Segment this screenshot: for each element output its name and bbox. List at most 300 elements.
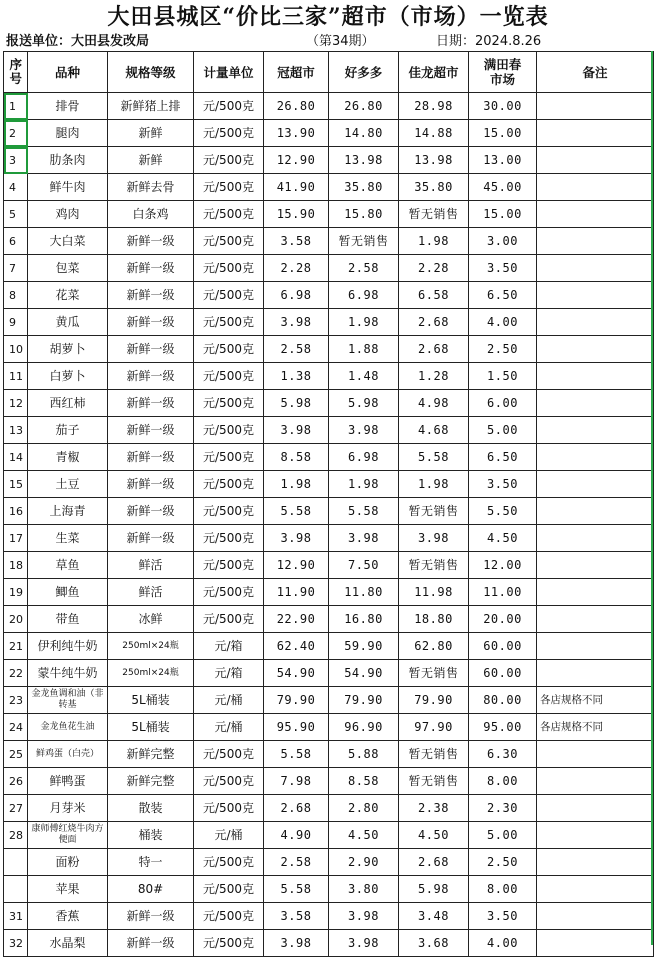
cell-note[interactable]: [537, 444, 654, 471]
cell-spec[interactable]: 新鲜一级: [108, 363, 194, 390]
cell-note[interactable]: [537, 741, 654, 768]
cell-item[interactable]: 金龙鱼调和油（非转基: [28, 687, 108, 714]
cell-seq[interactable]: 10: [4, 336, 28, 363]
cell-seq[interactable]: 19: [4, 579, 28, 606]
cell-note[interactable]: 各店规格不同: [537, 687, 654, 714]
cell-spec[interactable]: 新鲜一级: [108, 228, 194, 255]
cell-note[interactable]: [537, 876, 654, 903]
cell-price-store-1[interactable]: 5.98: [264, 390, 329, 417]
cell-price-store-1[interactable]: 22.90: [264, 606, 329, 633]
cell-price-store-1[interactable]: 12.90: [264, 147, 329, 174]
cell-price-store-2[interactable]: 1.98: [329, 471, 399, 498]
cell-spec[interactable]: 特一: [108, 849, 194, 876]
cell-price-store-3[interactable]: 2.38: [399, 795, 469, 822]
cell-price-store-4[interactable]: 4.00: [469, 309, 537, 336]
cell-price-store-2[interactable]: 79.90: [329, 687, 399, 714]
cell-price-store-2[interactable]: 13.98: [329, 147, 399, 174]
cell-price-store-1[interactable]: 6.98: [264, 282, 329, 309]
cell-spec[interactable]: 新鲜一级: [108, 525, 194, 552]
cell-note[interactable]: [537, 633, 654, 660]
cell-seq[interactable]: 22: [4, 660, 28, 687]
cell-price-store-1[interactable]: 62.40: [264, 633, 329, 660]
cell-seq[interactable]: 26: [4, 768, 28, 795]
cell-item[interactable]: 包菜: [28, 255, 108, 282]
cell-price-store-3[interactable]: 暂无销售: [399, 498, 469, 525]
cell-unit[interactable]: 元/500克: [194, 768, 264, 795]
cell-price-store-4[interactable]: 30.00: [469, 93, 537, 120]
cell-note[interactable]: [537, 417, 654, 444]
cell-seq[interactable]: 9: [4, 309, 28, 336]
table-row: [4, 282, 654, 309]
cell-price-store-3[interactable]: 3.98: [399, 525, 469, 552]
cell-item[interactable]: 上海青: [28, 498, 108, 525]
cell-price-store-2[interactable]: 1.48: [329, 363, 399, 390]
header-store-4[interactable]: 满田春市场: [469, 52, 537, 93]
cell-price-store-2[interactable]: 3.80: [329, 876, 399, 903]
cell-price-store-1[interactable]: 95.90: [264, 714, 329, 741]
cell-item[interactable]: 伊利纯牛奶: [28, 633, 108, 660]
cell-seq[interactable]: 8: [4, 282, 28, 309]
cell-seq[interactable]: 17: [4, 525, 28, 552]
cell-note[interactable]: [537, 120, 654, 147]
cell-price-store-2[interactable]: 15.80: [329, 201, 399, 228]
cell-item[interactable]: 西红柿: [28, 390, 108, 417]
cell-price-store-1[interactable]: 12.90: [264, 552, 329, 579]
cell-price-store-4[interactable]: 2.30: [469, 795, 537, 822]
cell-unit[interactable]: 元/500克: [194, 147, 264, 174]
header-note[interactable]: 备注: [537, 52, 654, 93]
cell-price-store-2[interactable]: 35.80: [329, 174, 399, 201]
cell-price-store-2[interactable]: 5.88: [329, 741, 399, 768]
cell-seq[interactable]: 18: [4, 552, 28, 579]
cell-seq[interactable]: 25: [4, 741, 28, 768]
cell-spec[interactable]: 新鲜猪上排: [108, 93, 194, 120]
cell-price-store-3[interactable]: 4.50: [399, 822, 469, 849]
cell-item[interactable]: 鲜牛肉: [28, 174, 108, 201]
cell-item[interactable]: 金龙鱼花生油: [28, 714, 108, 741]
cell-price-store-4[interactable]: 2.50: [469, 336, 537, 363]
cell-seq[interactable]: 31: [4, 903, 28, 930]
cell-price-store-3[interactable]: 暂无销售: [399, 552, 469, 579]
cell-price-store-2[interactable]: 14.80: [329, 120, 399, 147]
cell-item[interactable]: 带鱼: [28, 606, 108, 633]
cell-item[interactable]: 蒙牛纯牛奶: [28, 660, 108, 687]
cell-price-store-3[interactable]: 2.68: [399, 309, 469, 336]
cell-unit[interactable]: 元/500克: [194, 930, 264, 957]
cell-price-store-1[interactable]: 2.68: [264, 795, 329, 822]
cell-price-store-1[interactable]: 2.58: [264, 336, 329, 363]
cell-unit[interactable]: 元/桶: [194, 822, 264, 849]
cell-price-store-4[interactable]: 45.00: [469, 174, 537, 201]
cell-price-store-1[interactable]: 2.28: [264, 255, 329, 282]
cell-spec[interactable]: 5L桶装: [108, 687, 194, 714]
cell-price-store-2[interactable]: 3.98: [329, 903, 399, 930]
cell-item[interactable]: 白萝卜: [28, 363, 108, 390]
cell-item[interactable]: 腿肉: [28, 120, 108, 147]
cell-price-store-3[interactable]: 1.28: [399, 363, 469, 390]
cell-note[interactable]: [537, 822, 654, 849]
cell-seq[interactable]: 11: [4, 363, 28, 390]
cell-spec[interactable]: 新鲜: [108, 120, 194, 147]
cell-unit[interactable]: 元/桶: [194, 687, 264, 714]
cell-spec[interactable]: 新鲜完整: [108, 741, 194, 768]
cell-price-store-3[interactable]: 5.58: [399, 444, 469, 471]
cell-unit[interactable]: 元/箱: [194, 633, 264, 660]
cell-unit[interactable]: 元/500克: [194, 201, 264, 228]
cell-unit[interactable]: 元/500克: [194, 471, 264, 498]
cell-price-store-4[interactable]: 4.00: [469, 930, 537, 957]
cell-price-store-3[interactable]: 暂无销售: [399, 660, 469, 687]
cell-price-store-3[interactable]: 79.90: [399, 687, 469, 714]
cell-unit[interactable]: 元/500克: [194, 606, 264, 633]
cell-spec[interactable]: 新鲜一级: [108, 930, 194, 957]
cell-note[interactable]: [537, 255, 654, 282]
header-unit[interactable]: 计量单位: [194, 52, 264, 93]
cell-item[interactable]: 鸡肉: [28, 201, 108, 228]
cell-item[interactable]: 花菜: [28, 282, 108, 309]
cell-note[interactable]: 各店规格不同: [537, 714, 654, 741]
cell-price-store-3[interactable]: 35.80: [399, 174, 469, 201]
cell-unit[interactable]: 元/500克: [194, 255, 264, 282]
cell-spec[interactable]: 新鲜一级: [108, 336, 194, 363]
cell-seq[interactable]: 3: [4, 147, 28, 174]
cell-unit[interactable]: 元/500克: [194, 741, 264, 768]
cell-item[interactable]: 土豆: [28, 471, 108, 498]
cell-price-store-4[interactable]: 8.00: [469, 768, 537, 795]
cell-price-store-4[interactable]: 15.00: [469, 120, 537, 147]
cell-seq[interactable]: 14: [4, 444, 28, 471]
cell-price-store-2[interactable]: 54.90: [329, 660, 399, 687]
cell-spec[interactable]: 250ml×24瓶: [108, 660, 194, 687]
header-store-3[interactable]: 佳龙超市: [399, 52, 469, 93]
cell-seq[interactable]: 13: [4, 417, 28, 444]
cell-item[interactable]: 鲜鸡蛋（白壳）: [28, 741, 108, 768]
cell-price-store-3[interactable]: 3.48: [399, 903, 469, 930]
cell-price-store-1[interactable]: 11.90: [264, 579, 329, 606]
cell-spec[interactable]: 白条鸡: [108, 201, 194, 228]
cell-price-store-1[interactable]: 1.38: [264, 363, 329, 390]
cell-spec[interactable]: 250ml×24瓶: [108, 633, 194, 660]
cell-price-store-1[interactable]: 5.58: [264, 741, 329, 768]
cell-unit[interactable]: 元/500克: [194, 444, 264, 471]
cell-note[interactable]: [537, 606, 654, 633]
cell-spec[interactable]: 5L桶装: [108, 714, 194, 741]
cell-spec[interactable]: 桶装: [108, 822, 194, 849]
cell-note[interactable]: [537, 525, 654, 552]
cell-note[interactable]: [537, 903, 654, 930]
cell-price-store-4[interactable]: 95.00: [469, 714, 537, 741]
cell-spec[interactable]: 新鲜一级: [108, 390, 194, 417]
cell-spec[interactable]: 鲜活: [108, 579, 194, 606]
cell-price-store-3[interactable]: 13.98: [399, 147, 469, 174]
cell-spec[interactable]: 新鲜一级: [108, 903, 194, 930]
cell-price-store-2[interactable]: 2.90: [329, 849, 399, 876]
cell-price-store-2[interactable]: 16.80: [329, 606, 399, 633]
cell-price-store-1[interactable]: 79.90: [264, 687, 329, 714]
cell-price-store-2[interactable]: 1.88: [329, 336, 399, 363]
cell-price-store-2[interactable]: 59.90: [329, 633, 399, 660]
cell-price-store-1[interactable]: 15.90: [264, 201, 329, 228]
cell-price-store-4[interactable]: 80.00: [469, 687, 537, 714]
cell-spec[interactable]: 新鲜一级: [108, 444, 194, 471]
cell-unit[interactable]: 元/箱: [194, 660, 264, 687]
cell-spec[interactable]: 新鲜一级: [108, 309, 194, 336]
cell-price-store-2[interactable]: 3.98: [329, 930, 399, 957]
cell-unit[interactable]: 元/500克: [194, 525, 264, 552]
cell-price-store-3[interactable]: 2.68: [399, 336, 469, 363]
cell-note[interactable]: [537, 309, 654, 336]
cell-price-store-4[interactable]: 5.50: [469, 498, 537, 525]
header-seq[interactable]: 序号: [4, 52, 28, 93]
cell-price-store-1[interactable]: 1.98: [264, 471, 329, 498]
cell-item[interactable]: 面粉: [28, 849, 108, 876]
cell-item[interactable]: 鲫鱼: [28, 579, 108, 606]
cell-unit[interactable]: 元/500克: [194, 174, 264, 201]
cell-note[interactable]: [537, 471, 654, 498]
cell-seq[interactable]: 5: [4, 201, 28, 228]
cell-seq[interactable]: 7: [4, 255, 28, 282]
cell-item[interactable]: 茄子: [28, 417, 108, 444]
cell-price-store-4[interactable]: 15.00: [469, 201, 537, 228]
cell-price-store-4[interactable]: 6.30: [469, 741, 537, 768]
cell-price-store-2[interactable]: 5.58: [329, 498, 399, 525]
cell-spec[interactable]: 新鲜: [108, 147, 194, 174]
cell-unit[interactable]: 元/500克: [194, 336, 264, 363]
cell-item[interactable]: 大白菜: [28, 228, 108, 255]
cell-price-store-3[interactable]: 3.68: [399, 930, 469, 957]
cell-unit[interactable]: 元/500克: [194, 228, 264, 255]
cell-item[interactable]: 排骨: [28, 93, 108, 120]
cell-price-store-4[interactable]: 20.00: [469, 606, 537, 633]
cell-item[interactable]: 苹果: [28, 876, 108, 903]
cell-price-store-4[interactable]: 8.00: [469, 876, 537, 903]
cell-spec[interactable]: 80#: [108, 876, 194, 903]
cell-spec[interactable]: 散装: [108, 795, 194, 822]
cell-price-store-4[interactable]: 60.00: [469, 660, 537, 687]
cell-note[interactable]: [537, 201, 654, 228]
cell-price-store-1[interactable]: 3.98: [264, 417, 329, 444]
cell-unit[interactable]: 元/500克: [194, 579, 264, 606]
cell-price-store-1[interactable]: 26.80: [264, 93, 329, 120]
cell-spec[interactable]: 新鲜一级: [108, 417, 194, 444]
cell-price-store-2[interactable]: 3.98: [329, 525, 399, 552]
cell-price-store-4[interactable]: 4.50: [469, 525, 537, 552]
cell-seq[interactable]: 4: [4, 174, 28, 201]
cell-price-store-1[interactable]: 7.98: [264, 768, 329, 795]
cell-unit[interactable]: 元/500克: [194, 849, 264, 876]
cell-price-store-1[interactable]: 8.58: [264, 444, 329, 471]
cell-unit[interactable]: 元/500克: [194, 498, 264, 525]
cell-price-store-1[interactable]: 5.58: [264, 498, 329, 525]
cell-price-store-4[interactable]: 60.00: [469, 633, 537, 660]
cell-price-store-3[interactable]: 62.80: [399, 633, 469, 660]
cell-item[interactable]: 水晶梨: [28, 930, 108, 957]
cell-item[interactable]: 康师傅红烧牛肉方便面: [28, 822, 108, 849]
cell-unit[interactable]: 元/500克: [194, 282, 264, 309]
header-item[interactable]: 品种: [28, 52, 108, 93]
cell-note[interactable]: [537, 552, 654, 579]
cell-unit[interactable]: 元/500克: [194, 309, 264, 336]
cell-item[interactable]: 肋条肉: [28, 147, 108, 174]
cell-price-store-2[interactable]: 8.58: [329, 768, 399, 795]
cell-seq[interactable]: 16: [4, 498, 28, 525]
cell-price-store-2[interactable]: 2.80: [329, 795, 399, 822]
cell-price-store-3[interactable]: 暂无销售: [399, 201, 469, 228]
cell-price-store-4[interactable]: 5.00: [469, 822, 537, 849]
cell-seq[interactable]: 23: [4, 687, 28, 714]
cell-price-store-4[interactable]: 3.50: [469, 903, 537, 930]
report-date: 日期：2024.8.26: [436, 34, 542, 49]
cell-note[interactable]: [537, 498, 654, 525]
cell-seq[interactable]: 24: [4, 714, 28, 741]
cell-price-store-3[interactable]: 4.98: [399, 390, 469, 417]
cell-spec[interactable]: 新鲜一级: [108, 282, 194, 309]
header-spec[interactable]: 规格等级: [108, 52, 194, 93]
cell-seq[interactable]: 27: [4, 795, 28, 822]
cell-price-store-1[interactable]: 3.98: [264, 525, 329, 552]
cell-price-store-3[interactable]: 暂无销售: [399, 741, 469, 768]
cell-unit[interactable]: 元/500克: [194, 795, 264, 822]
cell-note[interactable]: [537, 228, 654, 255]
cell-price-store-3[interactable]: 4.68: [399, 417, 469, 444]
cell-price-store-3[interactable]: 2.28: [399, 255, 469, 282]
cell-price-store-4[interactable]: 3.00: [469, 228, 537, 255]
cell-price-store-3[interactable]: 6.58: [399, 282, 469, 309]
cell-spec[interactable]: 新鲜完整: [108, 768, 194, 795]
cell-price-store-2[interactable]: 6.98: [329, 444, 399, 471]
cell-price-store-4[interactable]: 13.00: [469, 147, 537, 174]
cell-price-store-3[interactable]: 97.90: [399, 714, 469, 741]
cell-price-store-4[interactable]: 6.00: [469, 390, 537, 417]
cell-item[interactable]: 草鱼: [28, 552, 108, 579]
cell-note[interactable]: [537, 390, 654, 417]
cell-unit[interactable]: 元/500克: [194, 417, 264, 444]
cell-price-store-4[interactable]: 6.50: [469, 444, 537, 471]
cell-price-store-1[interactable]: 5.58: [264, 876, 329, 903]
cell-note[interactable]: [537, 93, 654, 120]
cell-price-store-2[interactable]: 26.80: [329, 93, 399, 120]
cell-price-store-1[interactable]: 3.58: [264, 903, 329, 930]
cell-item[interactable]: 香蕉: [28, 903, 108, 930]
cell-price-store-2[interactable]: 5.98: [329, 390, 399, 417]
cell-price-store-3[interactable]: 14.88: [399, 120, 469, 147]
cell-price-store-2[interactable]: 11.80: [329, 579, 399, 606]
cell-item[interactable]: 黄瓜: [28, 309, 108, 336]
cell-unit[interactable]: 元/500克: [194, 876, 264, 903]
cell-item[interactable]: 胡萝卜: [28, 336, 108, 363]
cell-price-store-2[interactable]: 6.98: [329, 282, 399, 309]
cell-unit[interactable]: 元/500克: [194, 903, 264, 930]
cell-price-store-4[interactable]: 2.50: [469, 849, 537, 876]
cell-note[interactable]: [537, 768, 654, 795]
cell-seq[interactable]: 2: [4, 120, 28, 147]
cell-unit[interactable]: 元/桶: [194, 714, 264, 741]
cell-note[interactable]: [537, 930, 654, 957]
cell-seq[interactable]: 12: [4, 390, 28, 417]
cell-price-store-2[interactable]: 3.98: [329, 417, 399, 444]
cell-item[interactable]: 鲜鸭蛋: [28, 768, 108, 795]
cell-price-store-3[interactable]: 1.98: [399, 228, 469, 255]
cell-price-store-1[interactable]: 4.90: [264, 822, 329, 849]
cell-note[interactable]: [537, 282, 654, 309]
cell-seq[interactable]: 20: [4, 606, 28, 633]
cell-seq[interactable]: [4, 876, 28, 903]
cell-seq[interactable]: 28: [4, 822, 28, 849]
cell-seq[interactable]: 21: [4, 633, 28, 660]
cell-price-store-1[interactable]: 3.58: [264, 228, 329, 255]
cell-price-store-2[interactable]: 2.58: [329, 255, 399, 282]
cell-note[interactable]: [537, 336, 654, 363]
cell-unit[interactable]: 元/500克: [194, 552, 264, 579]
cell-price-store-3[interactable]: 28.98: [399, 93, 469, 120]
cell-spec[interactable]: 冰鲜: [108, 606, 194, 633]
cell-seq[interactable]: [4, 849, 28, 876]
header-store-2[interactable]: 好多多: [329, 52, 399, 93]
cell-note[interactable]: [537, 795, 654, 822]
cell-unit[interactable]: 元/500克: [194, 363, 264, 390]
cell-note[interactable]: [537, 147, 654, 174]
cell-price-store-1[interactable]: 13.90: [264, 120, 329, 147]
cell-note[interactable]: [537, 660, 654, 687]
cell-price-store-4[interactable]: 5.00: [469, 417, 537, 444]
cell-price-store-2[interactable]: 7.50: [329, 552, 399, 579]
cell-price-store-3[interactable]: 11.98: [399, 579, 469, 606]
cell-unit[interactable]: 元/500克: [194, 390, 264, 417]
cell-price-store-4[interactable]: 1.50: [469, 363, 537, 390]
table-row: [4, 741, 654, 768]
cell-price-store-3[interactable]: 暂无销售: [399, 768, 469, 795]
cell-spec[interactable]: 新鲜一级: [108, 255, 194, 282]
cell-note[interactable]: [537, 363, 654, 390]
cell-seq[interactable]: 1: [4, 93, 28, 120]
cell-spec[interactable]: 新鲜一级: [108, 471, 194, 498]
cell-unit[interactable]: 元/500克: [194, 93, 264, 120]
cell-spec[interactable]: 新鲜去骨: [108, 174, 194, 201]
cell-unit[interactable]: 元/500克: [194, 120, 264, 147]
cell-price-store-2[interactable]: 暂无销售: [329, 228, 399, 255]
cell-price-store-4[interactable]: 3.50: [469, 471, 537, 498]
cell-price-store-1[interactable]: 41.90: [264, 174, 329, 201]
cell-note[interactable]: [537, 849, 654, 876]
cell-spec[interactable]: 鲜活: [108, 552, 194, 579]
cell-price-store-1[interactable]: 54.90: [264, 660, 329, 687]
cell-seq[interactable]: 15: [4, 471, 28, 498]
cell-price-store-4[interactable]: 12.00: [469, 552, 537, 579]
cell-price-store-4[interactable]: 3.50: [469, 255, 537, 282]
cell-price-store-3[interactable]: 2.68: [399, 849, 469, 876]
cell-price-store-4[interactable]: 11.00: [469, 579, 537, 606]
cell-note[interactable]: [537, 579, 654, 606]
cell-seq[interactable]: 32: [4, 930, 28, 957]
cell-price-store-2[interactable]: 4.50: [329, 822, 399, 849]
cell-price-store-1[interactable]: 3.98: [264, 309, 329, 336]
header-store-1[interactable]: 冠超市: [264, 52, 329, 93]
cell-price-store-2[interactable]: 1.98: [329, 309, 399, 336]
cell-item[interactable]: 月芽米: [28, 795, 108, 822]
cell-seq[interactable]: 6: [4, 228, 28, 255]
cell-item[interactable]: 生菜: [28, 525, 108, 552]
cell-price-store-1[interactable]: 3.98: [264, 930, 329, 957]
cell-price-store-1[interactable]: 2.58: [264, 849, 329, 876]
cell-spec[interactable]: 新鲜一级: [108, 498, 194, 525]
cell-price-store-2[interactable]: 96.90: [329, 714, 399, 741]
cell-price-store-3[interactable]: 1.98: [399, 471, 469, 498]
cell-price-store-4[interactable]: 6.50: [469, 282, 537, 309]
cell-note[interactable]: [537, 174, 654, 201]
cell-item[interactable]: 青椒: [28, 444, 108, 471]
cell-price-store-3[interactable]: 18.80: [399, 606, 469, 633]
cell-price-store-3[interactable]: 5.98: [399, 876, 469, 903]
